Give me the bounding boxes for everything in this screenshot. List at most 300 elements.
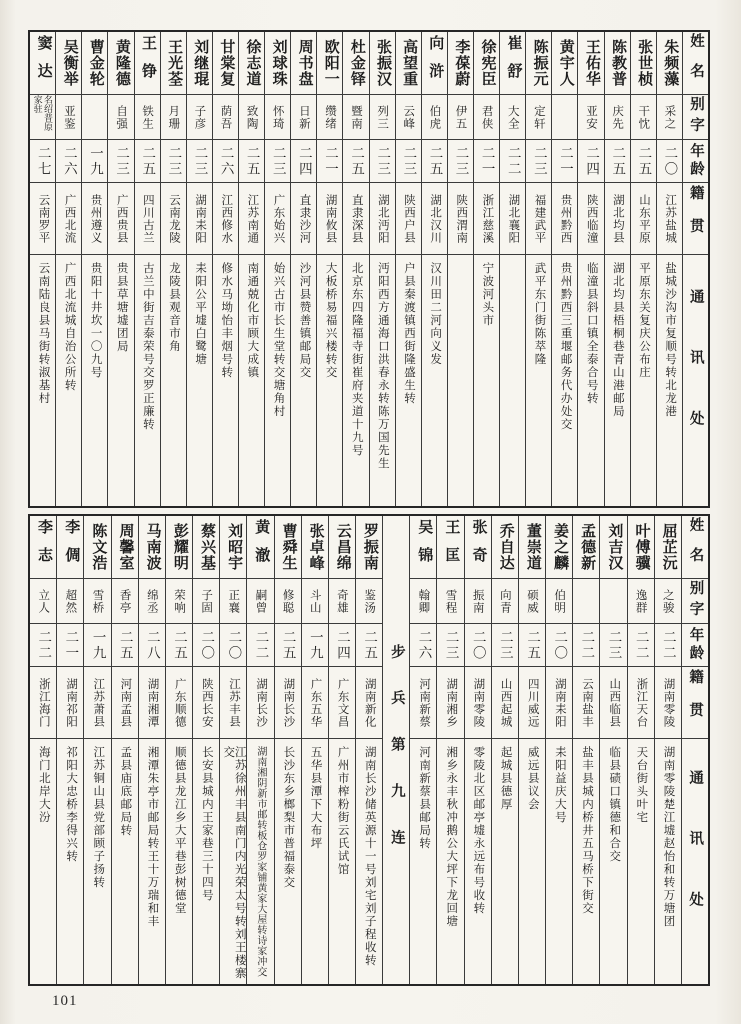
entry-address xyxy=(437,739,463,984)
entry-address xyxy=(552,255,577,506)
entry-address-text: 大板桥易福兴楼转交 xyxy=(324,262,337,379)
entry-name-text: 罗振南 xyxy=(361,523,378,571)
entry-native xyxy=(628,667,654,739)
entry-address-text: 长沙东乡榔梨市普福泰交 xyxy=(282,746,295,889)
entry-address xyxy=(628,739,654,984)
entry-zi-text: 缵绪 xyxy=(323,104,336,130)
entry-zi xyxy=(329,579,355,624)
entry-native xyxy=(56,183,81,255)
entry-age-text: 二二 xyxy=(505,145,521,177)
entry-column xyxy=(551,32,577,506)
entry-column xyxy=(342,32,368,506)
header-address-text: 通讯处 xyxy=(687,289,704,472)
entry-age xyxy=(317,140,342,183)
entry-age-text: 二三 xyxy=(401,145,417,177)
entry-address-text: 龙陵县观音市角 xyxy=(168,262,180,353)
entry-column xyxy=(355,516,382,984)
entry-name xyxy=(465,516,491,579)
entry-column xyxy=(274,516,301,984)
entry-address-text: 零陵北区邮亭墟永远布号收转 xyxy=(472,746,485,915)
entry-name xyxy=(492,516,518,579)
entry-address xyxy=(631,255,656,506)
entry-column xyxy=(192,516,219,984)
entry-name-text: 杜金铎 xyxy=(348,39,365,87)
entry-name-text: 张世桢 xyxy=(636,39,653,87)
entry-column xyxy=(56,516,83,984)
entry-age-text: 二一 xyxy=(63,629,79,661)
entry-column xyxy=(409,516,436,984)
header-age-text: 年龄 xyxy=(687,626,704,664)
entry-address-text: 耒阳公平墟白鹭塘 xyxy=(194,262,207,366)
entry-name xyxy=(573,516,599,579)
entry-name xyxy=(139,516,165,579)
entry-address xyxy=(112,739,138,984)
entry-zi xyxy=(82,95,107,140)
entry-age-text: 二〇 xyxy=(470,629,486,661)
entry-zi xyxy=(213,95,238,140)
entry-zi-text: 定轩 xyxy=(532,104,545,130)
entry-zi xyxy=(161,95,186,140)
entry-native xyxy=(631,183,656,255)
entry-zi-text: 奇雄 xyxy=(335,588,348,614)
entry-age-text: 二五 xyxy=(636,145,652,177)
entry-zi xyxy=(187,95,212,140)
entry-address-text: 祁阳大忠桥李得兴转 xyxy=(65,746,78,863)
entry-native-text: 浙江慈溪 xyxy=(481,193,494,244)
entry-native-text: 江西修水 xyxy=(220,193,233,244)
entry-address-text: 临县碛口镇德和合交 xyxy=(608,746,621,863)
entry-column xyxy=(107,32,133,506)
entry-zi xyxy=(343,95,368,140)
entry-column xyxy=(328,516,355,984)
entry-zi-text: 伯虎 xyxy=(428,104,441,130)
entry-address-text: 天台街头叶宅 xyxy=(635,746,648,824)
entry-age-text: 二三 xyxy=(606,629,622,661)
entry-age xyxy=(605,140,630,183)
entry-native-text: 江苏丰县 xyxy=(228,677,241,728)
entry-name-text: 曹金轮 xyxy=(87,39,104,87)
entry-age xyxy=(239,140,264,183)
entry-name xyxy=(655,516,681,579)
entry-name xyxy=(546,516,572,579)
entry-native xyxy=(265,183,290,255)
entry-zi xyxy=(500,95,525,140)
entry-column xyxy=(491,516,518,984)
entry-name xyxy=(213,32,238,95)
entry-address xyxy=(465,739,491,984)
entry-zi xyxy=(657,95,682,140)
entry-name-text: 徐宪臣 xyxy=(479,39,496,87)
entry-zi xyxy=(492,579,518,624)
entry-native xyxy=(465,667,491,739)
entry-name-text: 蔡兴基 xyxy=(198,523,215,571)
entry-address xyxy=(213,255,238,506)
entry-zi xyxy=(605,95,630,140)
entry-native xyxy=(57,667,83,739)
entry-native-text: 湖南耒阳 xyxy=(194,193,207,244)
header-zi xyxy=(682,579,708,624)
entry-native-text: 陕西临潼 xyxy=(585,193,598,244)
entry-address-text: 广西北流城自治公所转 xyxy=(63,262,76,392)
entry-zi xyxy=(573,579,599,624)
entry-age xyxy=(139,624,165,667)
entry-address xyxy=(139,739,165,984)
entry-zi xyxy=(56,95,81,140)
entry-name xyxy=(275,516,301,579)
entry-column xyxy=(186,32,212,506)
entry-native xyxy=(247,667,273,739)
entry-name-text: 吴锦 xyxy=(416,519,433,575)
header-age-text: 年龄 xyxy=(688,142,705,180)
entry-age xyxy=(422,140,447,183)
header-address xyxy=(682,739,708,984)
entry-name-text: 吴衡举 xyxy=(61,39,78,87)
roster-table-top xyxy=(28,30,710,508)
entry-address-text: 平原东关复庆公布庄 xyxy=(637,262,650,379)
entry-address-text: 宁波河头市 xyxy=(481,262,494,327)
entry-age-text: 一九 xyxy=(88,145,104,177)
entry-native-text: 福建武平 xyxy=(533,193,546,244)
entry-address-text: 顺德县龙江乡大平巷彭树德堂 xyxy=(173,746,186,915)
entry-age-text: 一九 xyxy=(307,629,323,661)
entry-zi-text: 硕威 xyxy=(526,588,539,614)
entry-address-text: 湘乡永丰秋冲鹅公大坪下龙回塘 xyxy=(445,746,458,928)
entry-native-text: 陕西长安 xyxy=(200,677,213,728)
entry-address-text: 北京东四隆福寺街崔府夹道十九号 xyxy=(350,262,363,457)
entry-native-text: 湖南长沙 xyxy=(282,677,295,728)
entry-column xyxy=(160,32,186,506)
entry-name xyxy=(657,32,682,95)
entry-address xyxy=(329,739,355,984)
entry-name-text: 姜之麟 xyxy=(552,523,569,571)
entry-name-text: 向浒 xyxy=(427,35,444,91)
entry-address xyxy=(657,255,682,506)
entry-zi xyxy=(396,95,421,140)
entry-native xyxy=(139,667,165,739)
entry-name-text: 张奇 xyxy=(470,519,487,575)
entry-zi-text: 大全 xyxy=(506,104,519,130)
entry-name-text: 徐志道 xyxy=(244,39,261,87)
entry-zi-text: 君侠 xyxy=(480,104,493,130)
entry-name-text: 高望重 xyxy=(401,39,418,87)
entry-zi xyxy=(519,579,545,624)
entry-native xyxy=(329,667,355,739)
entry-name xyxy=(82,32,107,95)
entry-native-text: 江苏盐城 xyxy=(664,193,677,244)
entry-column xyxy=(55,32,81,506)
entry-native xyxy=(573,667,599,739)
entry-column xyxy=(599,516,626,984)
entry-address-text: 湖北均县梧桐巷青山港邮局 xyxy=(611,262,624,418)
entry-age-text: 二五 xyxy=(610,145,626,177)
entry-native-text: 广东顺德 xyxy=(173,677,186,728)
entry-native xyxy=(396,183,421,255)
entry-native xyxy=(519,667,545,739)
entry-name xyxy=(437,516,463,579)
entry-name xyxy=(166,516,192,579)
entry-native xyxy=(448,183,473,255)
entry-name xyxy=(247,516,273,579)
entry-age xyxy=(343,140,368,183)
entry-name xyxy=(108,32,133,95)
entry-age xyxy=(500,140,525,183)
entry-age-text: 二一 xyxy=(323,145,338,177)
entry-age xyxy=(275,624,301,667)
entry-address-text: 五华县潭下大布坪 xyxy=(309,746,322,850)
entry-native-text: 四川威远 xyxy=(526,677,539,728)
header-column xyxy=(681,516,708,984)
header-zi-text: 别字 xyxy=(688,95,705,139)
entry-zi xyxy=(631,95,656,140)
entry-name-text: 窦达 xyxy=(35,35,52,91)
entry-age xyxy=(135,140,160,183)
entry-column xyxy=(545,516,572,984)
entry-age-text: 二〇 xyxy=(552,629,568,661)
entry-address-text: 江苏徐州丰县南门内光荣太号转刘王楼寨交 xyxy=(222,746,246,980)
entry-address xyxy=(317,255,342,506)
entry-name xyxy=(30,516,56,579)
entry-native xyxy=(166,667,192,739)
entry-zi xyxy=(474,95,499,140)
entry-age xyxy=(108,140,133,183)
entry-address xyxy=(135,255,160,506)
entry-address xyxy=(356,739,382,984)
entry-age-text: 二三 xyxy=(453,145,469,177)
entry-column xyxy=(473,32,499,506)
entry-address-text: 盐城沙沟市复顺号转北龙港 xyxy=(664,262,677,418)
entry-address-text: 贵阳十井坎一〇九号 xyxy=(89,262,102,379)
entry-address-text: 起城县德厚 xyxy=(499,746,512,811)
entry-native-text: 贵州遵义 xyxy=(89,193,102,244)
entry-age xyxy=(474,140,499,183)
entry-age-text: 二五 xyxy=(362,629,378,661)
entry-zi-text: 翰卿 xyxy=(417,588,430,614)
entry-zi xyxy=(108,95,133,140)
unit-label-text: 步兵第九连 xyxy=(388,644,405,876)
entry-age-text: 二六 xyxy=(416,629,432,661)
entry-age-text: 一九 xyxy=(90,629,106,661)
entry-age-text: 二四 xyxy=(334,629,350,661)
entry-name-text: 王佑华 xyxy=(583,39,600,87)
entry-address-text: 贵县草塘墟团局 xyxy=(115,262,128,353)
entry-zi xyxy=(465,579,491,624)
entry-age xyxy=(302,624,328,667)
entry-address-text: 河南新蔡县邮局转 xyxy=(418,746,431,850)
entry-native xyxy=(437,667,463,739)
entry-column xyxy=(447,32,473,506)
entry-age-text: 二二 xyxy=(633,629,649,661)
entry-zi xyxy=(275,579,301,624)
entry-zi-text: 伊五 xyxy=(454,104,467,130)
entry-address xyxy=(30,255,55,506)
entry-zi-text: 月珊 xyxy=(167,104,180,130)
entry-address xyxy=(573,739,599,984)
entry-native-text: 湖北汉川 xyxy=(429,193,442,244)
entry-name xyxy=(187,32,212,95)
entry-name xyxy=(356,516,382,579)
entry-name xyxy=(161,32,186,95)
entry-address-text: 湖南湘阴新市邮转板仓罗家铺黄家大屋转诗家冲交 xyxy=(254,746,266,977)
entry-native xyxy=(239,183,264,255)
entry-zi xyxy=(578,95,603,140)
entry-name xyxy=(396,32,421,95)
header-name-text: 姓名 xyxy=(687,516,704,578)
entry-native xyxy=(161,183,186,255)
entry-age xyxy=(193,624,219,667)
entry-name xyxy=(329,516,355,579)
entry-name xyxy=(631,32,656,95)
entry-column xyxy=(30,32,55,506)
entry-age xyxy=(657,140,682,183)
entry-age xyxy=(30,624,56,667)
header-name xyxy=(683,32,708,95)
entry-address xyxy=(526,255,551,506)
entry-native xyxy=(356,667,382,739)
entry-native xyxy=(492,667,518,739)
entry-address-text: 南通兢化市顾大成镇 xyxy=(246,262,259,379)
entry-column xyxy=(525,32,551,506)
entry-zi xyxy=(239,95,264,140)
entry-native xyxy=(370,183,395,255)
entry-age-text: 二〇 xyxy=(226,629,242,661)
entry-native-text: 直隶深县 xyxy=(350,193,363,244)
entry-native xyxy=(213,183,238,255)
entry-address-text: 沙河县赞善镇邮局交 xyxy=(298,262,311,379)
entry-name xyxy=(57,516,83,579)
entry-age-text: 二四 xyxy=(296,145,312,177)
entry-address xyxy=(239,255,264,506)
entry-zi-text: 名绍普原家驻 xyxy=(32,95,54,131)
entry-zi xyxy=(247,579,273,624)
entry-zi-text: 致陶 xyxy=(245,104,258,130)
entry-age-text: 二三 xyxy=(192,145,208,177)
entry-name-text: 张振汉 xyxy=(375,39,391,87)
entry-age xyxy=(291,140,316,183)
entry-native xyxy=(474,183,499,255)
entry-address-text: 长安县城内王家巷三十四号 xyxy=(200,746,213,902)
entry-address xyxy=(291,255,316,506)
entry-age xyxy=(546,624,572,667)
entry-zi-text: 香亭 xyxy=(118,588,131,614)
entry-native-text: 广西贵县 xyxy=(115,193,128,244)
entry-age xyxy=(600,624,626,667)
entry-zi-text: 振南 xyxy=(471,588,484,614)
entry-address xyxy=(410,739,436,984)
entry-age xyxy=(187,140,212,183)
entry-zi-text: 庆先 xyxy=(611,104,624,130)
entry-address xyxy=(343,255,368,506)
entry-age xyxy=(437,624,463,667)
entry-zi xyxy=(410,579,436,624)
entry-age xyxy=(247,624,273,667)
entry-native-text: 山东平原 xyxy=(637,193,650,244)
entry-address xyxy=(275,739,301,984)
header-column xyxy=(682,32,708,506)
entry-native-text: 广东始兴 xyxy=(272,193,285,244)
entry-address xyxy=(193,739,219,984)
entry-address xyxy=(370,255,395,506)
entry-name-text: 李志 xyxy=(36,519,53,575)
entry-column xyxy=(238,32,264,506)
entry-native xyxy=(220,667,246,739)
entry-age xyxy=(57,624,83,667)
entry-name-text: 王铮 xyxy=(140,35,157,91)
entry-native-text: 贵州黔西 xyxy=(559,193,572,244)
entry-zi xyxy=(546,579,572,624)
entry-column xyxy=(134,32,160,506)
header-address-text: 通讯处 xyxy=(687,770,704,953)
entry-native-text: 山西临县 xyxy=(608,677,621,728)
entry-address xyxy=(492,739,518,984)
entry-column xyxy=(165,516,192,984)
entry-native-text: 四川古兰 xyxy=(141,193,154,244)
entry-name-text: 云昌绵 xyxy=(334,523,351,571)
entry-name-text: 刘吉汉 xyxy=(606,523,623,571)
header-native xyxy=(682,667,708,739)
entry-address xyxy=(265,255,290,506)
entry-native-text: 云南盐丰 xyxy=(581,677,594,728)
header-zi xyxy=(683,95,708,140)
entry-zi-text: 子彦 xyxy=(193,104,206,130)
entry-native-text: 湖南新化 xyxy=(363,677,376,728)
entry-age-text: 二三 xyxy=(166,145,182,177)
header-name-text: 姓名 xyxy=(688,32,705,94)
entry-age xyxy=(265,140,290,183)
entry-zi-text: 正襄 xyxy=(227,588,240,614)
entry-age-text: 二五 xyxy=(117,629,133,661)
entry-address-text: 湖南零陵楚江墟赵怡和转万塘团 xyxy=(662,746,675,928)
entry-address-text: 广州市榨粉街云氏试馆 xyxy=(336,746,349,876)
entry-age xyxy=(112,624,138,667)
entry-column xyxy=(630,32,656,506)
entry-zi-text: 荣响 xyxy=(172,588,185,614)
entry-name xyxy=(422,32,447,95)
entry-age-text: 二二 xyxy=(579,629,595,661)
entry-column xyxy=(111,516,138,984)
entry-age-text: 二三 xyxy=(375,145,391,177)
entry-address xyxy=(220,739,246,984)
entry-age xyxy=(329,624,355,667)
entry-name-text: 黄澈 xyxy=(253,519,270,575)
entry-zi xyxy=(302,579,328,624)
entry-column xyxy=(499,32,525,506)
entry-name-text: 屈芷沅 xyxy=(660,523,677,571)
entry-column xyxy=(264,32,290,506)
entry-native xyxy=(657,183,682,255)
entry-native xyxy=(605,183,630,255)
entry-name-text: 王光荃 xyxy=(166,39,183,87)
page-number: 101 xyxy=(52,993,78,1009)
entry-native-text: 湖北均县 xyxy=(611,193,624,244)
entry-zi-text: 斗山 xyxy=(308,588,321,614)
entry-native xyxy=(112,667,138,739)
entry-name-text: 崔舒 xyxy=(505,35,522,91)
unit-label xyxy=(383,516,409,984)
entry-native-text: 湖南长沙 xyxy=(255,677,268,728)
entry-zi xyxy=(135,95,160,140)
entry-native-text: 湖南零陵 xyxy=(662,677,675,728)
entry-zi-text: 雪程 xyxy=(444,588,457,614)
entry-name-text: 欧阳一 xyxy=(322,39,339,87)
entry-zi-text: 云峰 xyxy=(402,104,415,130)
entry-address-text: 贵州黔西三重堰邮务代办处交 xyxy=(559,262,572,431)
entry-age xyxy=(356,624,382,667)
entry-address xyxy=(474,255,499,506)
entry-zi xyxy=(600,579,626,624)
entry-age-text: 二五 xyxy=(244,145,260,177)
entry-address-text: 武平东门街陈萃隆 xyxy=(533,262,546,366)
entry-name-text: 刘昭宇 xyxy=(226,523,243,571)
